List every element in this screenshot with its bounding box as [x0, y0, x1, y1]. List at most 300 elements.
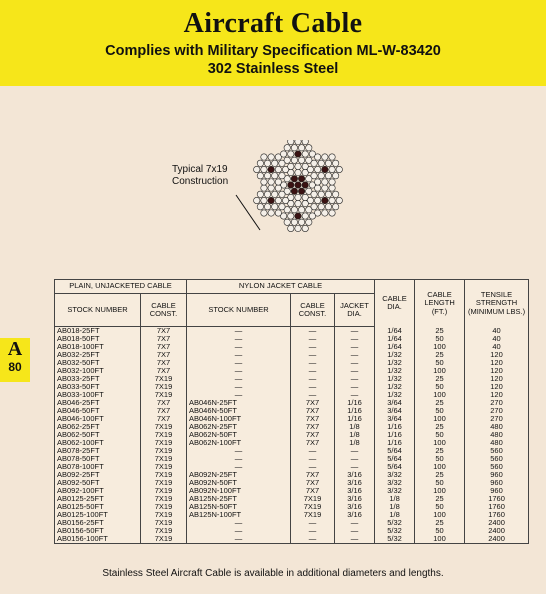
cable-wire [254, 166, 260, 172]
cable-wire [291, 188, 297, 194]
cable-wire [306, 207, 312, 213]
cell-nylon-cable-const: 7X7 [291, 487, 335, 495]
cable-wire [275, 179, 281, 185]
cable-wire [288, 225, 294, 231]
cell-tensile-strength: 120 [465, 383, 529, 391]
cell-nylon-stock-number: AB125N-100FT [187, 511, 291, 519]
cell-jacket-dia: — [335, 455, 375, 463]
group-header-nylon: NYLON JACKET CABLE [187, 280, 375, 294]
cable-wire [302, 140, 308, 145]
cable-wire [291, 207, 297, 213]
cable-wire [302, 213, 308, 219]
cell-cable-length: 100 [415, 535, 465, 544]
cell-stock-number: AB078-50FT [55, 455, 141, 463]
cell-cable-dia: 3/64 [375, 407, 415, 415]
cable-wire [322, 166, 328, 172]
cable-wire [268, 166, 274, 172]
cell-cable-dia: 1/8 [375, 503, 415, 511]
cable-wire [302, 151, 308, 157]
cable-wire [288, 151, 294, 157]
cell-stock-number: AB032-25FT [55, 351, 141, 359]
cell-nylon-cable-const: — [291, 375, 335, 383]
cell-cable-dia: 3/32 [375, 471, 415, 479]
cell-cable-length: 50 [415, 527, 465, 535]
cell-nylon-stock-number: AB046N-100FT [187, 415, 291, 423]
cell-tensile-strength: 120 [465, 375, 529, 383]
cable-wire [282, 197, 288, 203]
cell-cable-length: 100 [415, 343, 465, 351]
cell-tensile-strength: 960 [465, 471, 529, 479]
cell-nylon-stock-number: — [187, 359, 291, 367]
page-tab-letter: A [7, 338, 23, 360]
cell-jacket-dia: — [335, 447, 375, 455]
cell-stock-number: AB0156-100FT [55, 535, 141, 544]
cell-nylon-stock-number: — [187, 463, 291, 471]
cell-cable-dia: 1/8 [375, 495, 415, 503]
cell-jacket-dia: 3/16 [335, 503, 375, 511]
cell-stock-number: AB046-50FT [55, 407, 141, 415]
cell-jacket-dia: — [335, 327, 375, 336]
cell-tensile-strength: 480 [465, 439, 529, 447]
cable-wire [318, 173, 324, 179]
cell-jacket-dia: 1/8 [335, 431, 375, 439]
cell-cable-length: 50 [415, 407, 465, 415]
cable-wire [288, 213, 294, 219]
cable-wire [314, 179, 320, 185]
cell-tensile-strength: 270 [465, 399, 529, 407]
table-row [55, 439, 529, 447]
cell-nylon-cable-const: — [291, 383, 335, 391]
cell-cable-length: 25 [415, 351, 465, 359]
cell-nylon-stock-number: AB092N-100FT [187, 487, 291, 495]
cell-cable-length: 25 [415, 423, 465, 431]
cell-cable-dia: 1/16 [375, 431, 415, 439]
cell-nylon-cable-const: 7X7 [291, 479, 335, 487]
cell-cable-dia: 1/64 [375, 343, 415, 351]
table-row [55, 495, 529, 503]
cell-stock-number: AB0125-50FT [55, 503, 141, 511]
cell-tensile-strength: 560 [465, 447, 529, 455]
cell-nylon-stock-number: — [187, 527, 291, 535]
cell-nylon-cable-const: — [291, 455, 335, 463]
cell-cable-const: 7X19 [141, 463, 187, 471]
cell-cable-dia: 1/16 [375, 439, 415, 447]
cell-cable-dia: 5/32 [375, 527, 415, 535]
cell-cable-const: 7X19 [141, 503, 187, 511]
cell-jacket-dia: — [335, 535, 375, 544]
page-tab [0, 338, 30, 382]
cell-jacket-dia: — [335, 375, 375, 383]
cell-cable-length: 100 [415, 367, 465, 375]
cell-jacket-dia: — [335, 335, 375, 343]
cell-nylon-stock-number: AB062N-100FT [187, 439, 291, 447]
cell-cable-dia: 1/64 [375, 335, 415, 343]
cable-wire [322, 197, 328, 203]
cell-jacket-dia: 1/8 [335, 423, 375, 431]
cell-nylon-cable-const: — [291, 463, 335, 471]
cable-wire [322, 179, 328, 185]
cell-cable-const: 7X19 [141, 535, 187, 544]
cell-tensile-strength: 40 [465, 327, 529, 336]
cable-wire [306, 145, 312, 151]
cable-wire [325, 160, 331, 166]
cell-cable-const: 7X19 [141, 391, 187, 399]
cell-cable-const: 7X7 [141, 367, 187, 375]
cable-wire [332, 204, 338, 210]
cell-cable-length: 100 [415, 487, 465, 495]
table-row [55, 535, 529, 544]
cell-stock-number: AB046-25FT [55, 399, 141, 407]
cell-cable-length: 50 [415, 431, 465, 439]
cell-stock-number: AB018-100FT [55, 343, 141, 351]
cable-wire [279, 173, 285, 179]
cable-wire [275, 166, 281, 172]
cable-wire [298, 176, 304, 182]
cell-cable-const: 7X7 [141, 415, 187, 423]
cable-wire [302, 225, 308, 231]
diagram-label-line2: Construction [172, 176, 229, 187]
cable-wire [257, 173, 263, 179]
cable-wire [329, 166, 335, 172]
table-row [55, 351, 529, 359]
cable-wire [272, 191, 278, 197]
cell-jacket-dia: 1/8 [335, 439, 375, 447]
cell-jacket-dia: — [335, 463, 375, 471]
cell-cable-dia: 1/32 [375, 359, 415, 367]
cell-cable-const: 7X19 [141, 471, 187, 479]
cell-tensile-strength: 120 [465, 359, 529, 367]
cell-cable-const: 7X19 [141, 439, 187, 447]
cell-jacket-dia: 1/16 [335, 407, 375, 415]
cell-stock-number: AB0125-100FT [55, 511, 141, 519]
cell-nylon-cable-const: — [291, 359, 335, 367]
cable-wire [314, 185, 320, 191]
cable-wire [284, 157, 290, 163]
cell-cable-length: 25 [415, 375, 465, 383]
table-row [55, 407, 529, 415]
cell-jacket-dia: — [335, 527, 375, 535]
cable-wire [275, 185, 281, 191]
cable-wire [318, 191, 324, 197]
cable-wire [295, 225, 301, 231]
cable-wire [275, 197, 281, 203]
cell-cable-dia: 1/32 [375, 351, 415, 359]
col-header-cable-length: CABLE LENGTH (FT.) [415, 280, 465, 327]
table-row [55, 455, 529, 463]
cable-wire [322, 210, 328, 216]
table-row [55, 471, 529, 479]
cell-jacket-dia: — [335, 367, 375, 375]
cable-wire [295, 194, 301, 200]
cell-nylon-stock-number: AB092N-50FT [187, 479, 291, 487]
cell-cable-const: 7X19 [141, 455, 187, 463]
cable-cross-section-diagram [200, 140, 360, 255]
cell-cable-length: 100 [415, 391, 465, 399]
cell-nylon-cable-const: 7X19 [291, 511, 335, 519]
cell-cable-dia: 1/32 [375, 383, 415, 391]
cell-nylon-stock-number: AB092N-25FT [187, 471, 291, 479]
cell-cable-dia: 1/32 [375, 367, 415, 375]
cell-cable-length: 25 [415, 495, 465, 503]
cell-nylon-stock-number: — [187, 455, 291, 463]
cell-cable-const: 7X7 [141, 399, 187, 407]
cable-wire [268, 185, 274, 191]
table-row [55, 415, 529, 423]
cable-wire [329, 179, 335, 185]
cable-wire [336, 166, 342, 172]
cell-jacket-dia: — [335, 359, 375, 367]
table-row [55, 335, 529, 343]
cell-nylon-cable-const: — [291, 391, 335, 399]
cell-nylon-cable-const: — [291, 367, 335, 375]
cell-nylon-stock-number: — [187, 391, 291, 399]
cable-wire [257, 191, 263, 197]
cell-tensile-strength: 480 [465, 431, 529, 439]
cell-cable-dia: 3/64 [375, 399, 415, 407]
cable-wire [298, 145, 304, 151]
table-row [55, 447, 529, 455]
cell-stock-number: AB062-100FT [55, 439, 141, 447]
cell-tensile-strength: 1760 [465, 503, 529, 511]
cell-stock-number: AB046-100FT [55, 415, 141, 423]
cell-tensile-strength: 960 [465, 487, 529, 495]
cell-nylon-stock-number: — [187, 519, 291, 527]
table-row [55, 423, 529, 431]
cell-stock-number: AB033-100FT [55, 391, 141, 399]
cell-jacket-dia: 3/16 [335, 471, 375, 479]
cell-stock-number: AB033-25FT [55, 375, 141, 383]
cell-cable-length: 25 [415, 447, 465, 455]
cable-wire [295, 182, 301, 188]
cell-nylon-stock-number: AB062N-25FT [187, 423, 291, 431]
cell-jacket-dia: 1/16 [335, 399, 375, 407]
cable-wire [295, 200, 301, 206]
cell-cable-length: 50 [415, 335, 465, 343]
cell-cable-const: 7X19 [141, 423, 187, 431]
page-subtitle: Complies with Military Specification ML-W-83420 [105, 43, 441, 59]
cell-nylon-stock-number: — [187, 351, 291, 359]
col-header-tensile-strength: TENSILE STRENGTH (MINIMUM LBS.) [465, 280, 529, 327]
cable-wire [314, 166, 320, 172]
cable-wire [279, 191, 285, 197]
cell-tensile-strength: 560 [465, 463, 529, 471]
cell-tensile-strength: 270 [465, 407, 529, 415]
specifications-table [54, 279, 529, 544]
cell-nylon-stock-number: AB062N-50FT [187, 431, 291, 439]
cell-stock-number: AB078-25FT [55, 447, 141, 455]
cell-cable-length: 50 [415, 383, 465, 391]
cell-nylon-stock-number: AB046N-25FT [187, 399, 291, 407]
cable-wire [291, 145, 297, 151]
cell-cable-const: 7X19 [141, 511, 187, 519]
cable-wire [261, 210, 267, 216]
material-subtitle: 302 Stainless Steel [207, 61, 339, 77]
table-row [55, 343, 529, 351]
cable-wire [279, 204, 285, 210]
cable-wire [311, 173, 317, 179]
cable-wire [257, 160, 263, 166]
cable-wire [318, 160, 324, 166]
cable-wire [264, 204, 270, 210]
cell-nylon-cable-const: 7X7 [291, 415, 335, 423]
cable-wire [298, 219, 304, 225]
table-row [55, 431, 529, 439]
cable-wire [325, 191, 331, 197]
cell-cable-length: 25 [415, 399, 465, 407]
cell-cable-length: 25 [415, 327, 465, 336]
cell-cable-const: 7X19 [141, 383, 187, 391]
cell-cable-length: 50 [415, 359, 465, 367]
cell-nylon-cable-const: — [291, 335, 335, 343]
cable-wire [272, 160, 278, 166]
cable-wire [332, 173, 338, 179]
cell-cable-dia: 1/64 [375, 327, 415, 336]
cell-cable-dia: 3/32 [375, 487, 415, 495]
cell-cable-const: 7X19 [141, 479, 187, 487]
cable-wire [257, 204, 263, 210]
cell-cable-const: 7X19 [141, 375, 187, 383]
cell-nylon-cable-const: 7X19 [291, 495, 335, 503]
cell-cable-const: 7X19 [141, 527, 187, 535]
cable-wire [261, 166, 267, 172]
table-row [55, 527, 529, 535]
cell-stock-number: AB032-50FT [55, 359, 141, 367]
cell-cable-dia: 1/32 [375, 391, 415, 399]
cable-wire [318, 204, 324, 210]
cell-cable-const: 7X19 [141, 495, 187, 503]
cell-stock-number: AB078-100FT [55, 463, 141, 471]
cable-wire [261, 185, 267, 191]
cell-nylon-cable-const: 7X7 [291, 471, 335, 479]
cell-jacket-dia: 3/16 [335, 495, 375, 503]
cable-wire [332, 191, 338, 197]
cell-cable-length: 25 [415, 519, 465, 527]
cable-wire [295, 151, 301, 157]
col-header-stock-number: STOCK NUMBER [55, 294, 141, 327]
cell-tensile-strength: 2400 [465, 519, 529, 527]
table-row [55, 511, 529, 519]
cell-tensile-strength: 2400 [465, 535, 529, 544]
cable-wire [295, 169, 301, 175]
page-tab-number: 80 [8, 360, 22, 374]
table-row [55, 383, 529, 391]
cable-wire [332, 160, 338, 166]
cell-jacket-dia: — [335, 519, 375, 527]
cell-stock-number: AB062-50FT [55, 431, 141, 439]
cable-wire [291, 176, 297, 182]
table-row [55, 327, 529, 336]
cable-wire [311, 160, 317, 166]
cell-nylon-cable-const: — [291, 447, 335, 455]
table-row [55, 359, 529, 367]
cell-cable-dia: 5/64 [375, 447, 415, 455]
cell-cable-dia: 5/32 [375, 535, 415, 544]
table-row [55, 391, 529, 399]
cell-tensile-strength: 480 [465, 423, 529, 431]
cell-cable-length: 100 [415, 415, 465, 423]
col-header-nylon-stock-number: STOCK NUMBER [187, 294, 291, 327]
cable-wire [322, 154, 328, 160]
table-body [55, 327, 529, 544]
cell-jacket-dia: 1/16 [335, 415, 375, 423]
cell-tensile-strength: 1760 [465, 511, 529, 519]
title-banner [0, 0, 546, 86]
cell-cable-const: 7X7 [141, 407, 187, 415]
cable-wire [322, 185, 328, 191]
cell-jacket-dia: — [335, 383, 375, 391]
cell-cable-length: 100 [415, 463, 465, 471]
cable-wire [268, 179, 274, 185]
cell-cable-dia: 3/32 [375, 479, 415, 487]
cable-wire [329, 210, 335, 216]
cell-cable-dia: 1/8 [375, 511, 415, 519]
cable-wire [268, 210, 274, 216]
cell-tensile-strength: 560 [465, 455, 529, 463]
cable-wire [288, 140, 294, 145]
table-row [55, 463, 529, 471]
cell-nylon-stock-number: — [187, 343, 291, 351]
col-header-cable-const: CABLE CONST. [141, 294, 187, 327]
cell-nylon-cable-const: — [291, 535, 335, 544]
cable-wire [325, 173, 331, 179]
cell-nylon-cable-const: — [291, 351, 335, 359]
cell-cable-dia: 5/32 [375, 519, 415, 527]
table-row [55, 375, 529, 383]
cable-wire [307, 166, 313, 172]
cable-wire [261, 197, 267, 203]
cell-cable-const: 7X19 [141, 431, 187, 439]
cell-cable-const: 7X7 [141, 327, 187, 336]
cell-cable-dia: 5/64 [375, 463, 415, 471]
cell-tensile-strength: 120 [465, 391, 529, 399]
cell-cable-const: 7X7 [141, 359, 187, 367]
cable-wire [291, 157, 297, 163]
cell-cable-const: 7X19 [141, 519, 187, 527]
cable-wire [288, 163, 294, 169]
cell-tensile-strength: 2400 [465, 527, 529, 535]
cell-nylon-cable-const: — [291, 527, 335, 535]
cell-stock-number: AB032-100FT [55, 367, 141, 375]
cell-nylon-cable-const: 7X7 [291, 423, 335, 431]
cell-nylon-cable-const: — [291, 327, 335, 336]
cable-wire [329, 197, 335, 203]
cell-stock-number: AB018-25FT [55, 327, 141, 336]
cable-wire [284, 145, 290, 151]
cell-nylon-cable-const: 7X7 [291, 399, 335, 407]
cable-wire [284, 219, 290, 225]
cell-nylon-stock-number: — [187, 535, 291, 544]
cable-wire [336, 197, 342, 203]
cell-jacket-dia: — [335, 391, 375, 399]
cable-wire [311, 191, 317, 197]
cell-nylon-cable-const: — [291, 519, 335, 527]
page-title: Aircraft Cable [183, 8, 363, 39]
cable-wire [288, 182, 294, 188]
cell-stock-number: AB092-100FT [55, 487, 141, 495]
cell-stock-number: AB033-50FT [55, 383, 141, 391]
cable-wire [298, 188, 304, 194]
cell-jacket-dia: 3/16 [335, 487, 375, 495]
table-row [55, 479, 529, 487]
cable-wire [314, 154, 320, 160]
cell-nylon-cable-const: 7X7 [291, 431, 335, 439]
cell-jacket-dia: — [335, 351, 375, 359]
col-header-nylon-cable-const: CABLE CONST. [291, 294, 335, 327]
cable-wire [309, 213, 315, 219]
cell-cable-const: 7X7 [141, 335, 187, 343]
cell-cable-const: 7X19 [141, 487, 187, 495]
cell-cable-length: 100 [415, 439, 465, 447]
